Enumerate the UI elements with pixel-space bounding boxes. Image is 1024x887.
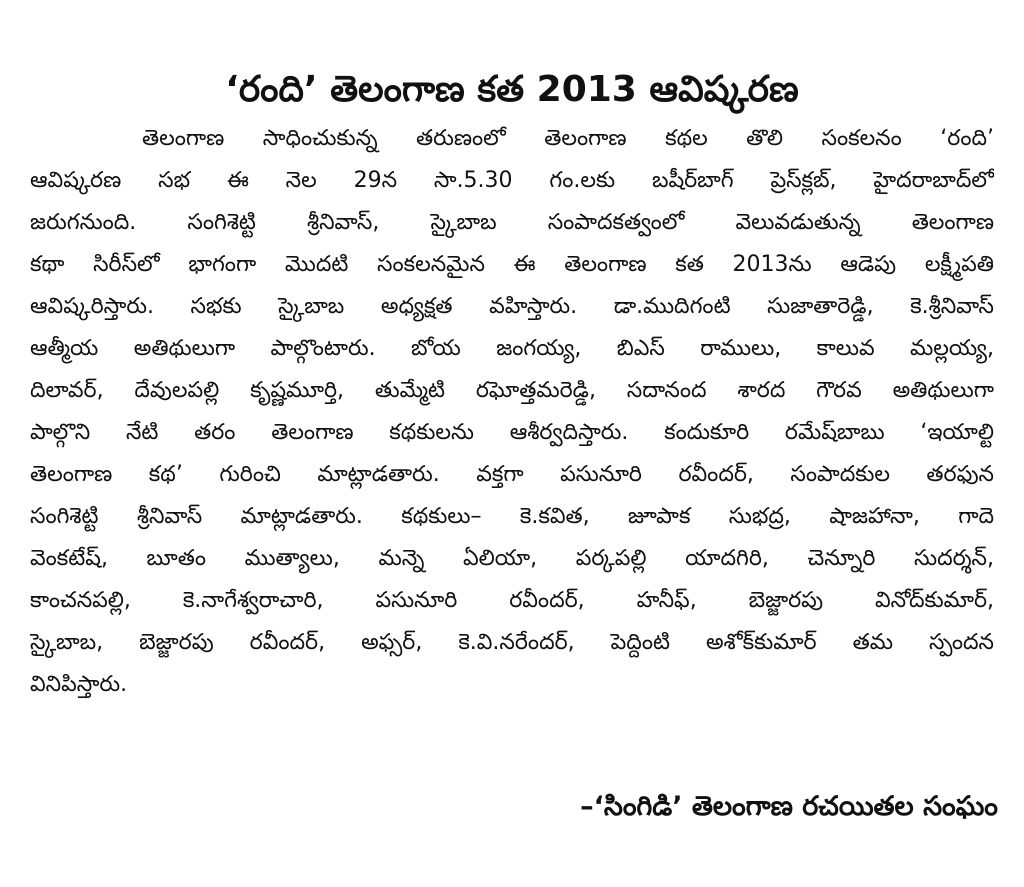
paragraph-line: ఆవిష్కరణ సభ ఈ నెల 29న సా.5.30 గం.లకు బషీర్‌బాగ్ ప్రెస్‌క్లబ్, హైదరాబాద్‌లో: [30, 168, 994, 193]
paragraph-line: తెలంగాణ సాధించుకున్న తరుణంలో తెలంగాణ కథల తొలి సంకలనం ‘రంది’: [142, 126, 994, 151]
paragraph-line: వెంకటేష్, బూతం ముత్యాలు, మన్నె ఏలియా, పర్కపల్లి యాదగిరి, చెన్నూరి సుదర్శన్,: [30, 546, 994, 571]
paragraph-line: ఆవిష్కరిస్తారు. సభకు స్కైబాబ అధ్యక్షత వహిస్తారు. డా.ముదిగంటి సుజాతారెడ్డి, కె.శ్రీనివాస్: [30, 294, 994, 319]
paragraph-line: కాంచనపల్లి, కె.నాగేశ్వరాచారి, పసునూరి రవీందర్, హనీఫ్, బెజ్జారపు వినోద్‌కుమార్,: [30, 588, 994, 613]
signature: –‘సింగిడి’ తెలంగాణ రచయితల సంఘం: [580, 791, 998, 822]
paragraph-line: సంగిశెట్టి శ్రీనివాస్ మాట్లాడతారు. కథకులు– కె.కవిత, జూపాక సుభద్ర, షాజహానా, గాదె: [30, 504, 994, 529]
announcement-paragraph: [30, 118, 994, 706]
paragraph-line: పాల్గొని నేటి తరం తెలంగాణ కథకులను ఆశీర్వదిస్తారు. కందుకూరి రమేష్‌బాబు ‘ఇయాల్టి: [30, 420, 994, 445]
paragraph-line: తెలంగాణ కథ’ గురించి మాట్లాడతారు. వక్తగా పసునూరి రవీందర్, సంపాదకుల తరఫున: [30, 462, 994, 487]
document-title: ‘రంది’ తెలంగాణ కత 2013 ఆవిష్కరణ: [225, 69, 799, 111]
paragraph-line: ఆత్మీయ అతిథులుగా పాల్గొంటారు. బోయ జంగయ్య, బిఎస్ రాములు, కాలువ మల్లయ్య,: [30, 336, 994, 361]
paragraph-line: దిలావర్, దేవులపల్లి కృష్ణమూర్తి, తుమ్మేటి రఘోత్తమరెడ్డి, సదానంద శారద గౌరవ అతిథులుగా: [30, 378, 994, 403]
paragraph-line: వినిపిస్తారు.: [30, 672, 128, 697]
paragraph-line: స్కైబాబ, బెజ్జారపు రవీందర్, అఫ్సర్, కె.వి.నరేందర్, పెద్దింటి అశోక్‌కుమార్ తమ స్పందన: [30, 630, 994, 655]
paragraph-line: కథా సిరీస్‌లో భాగంగా మొదటి సంకలనమైన ఈ తెలంగాణ కత 2013ను ఆడెపు లక్ష్మీపతి: [30, 252, 994, 277]
paragraph-line: జరుగనుంది. సంగిశెట్టి శ్రీనివాస్, స్కైబాబ సంపాదకత్వంలో వెలువడుతున్న తెలంగాణ: [30, 210, 994, 235]
